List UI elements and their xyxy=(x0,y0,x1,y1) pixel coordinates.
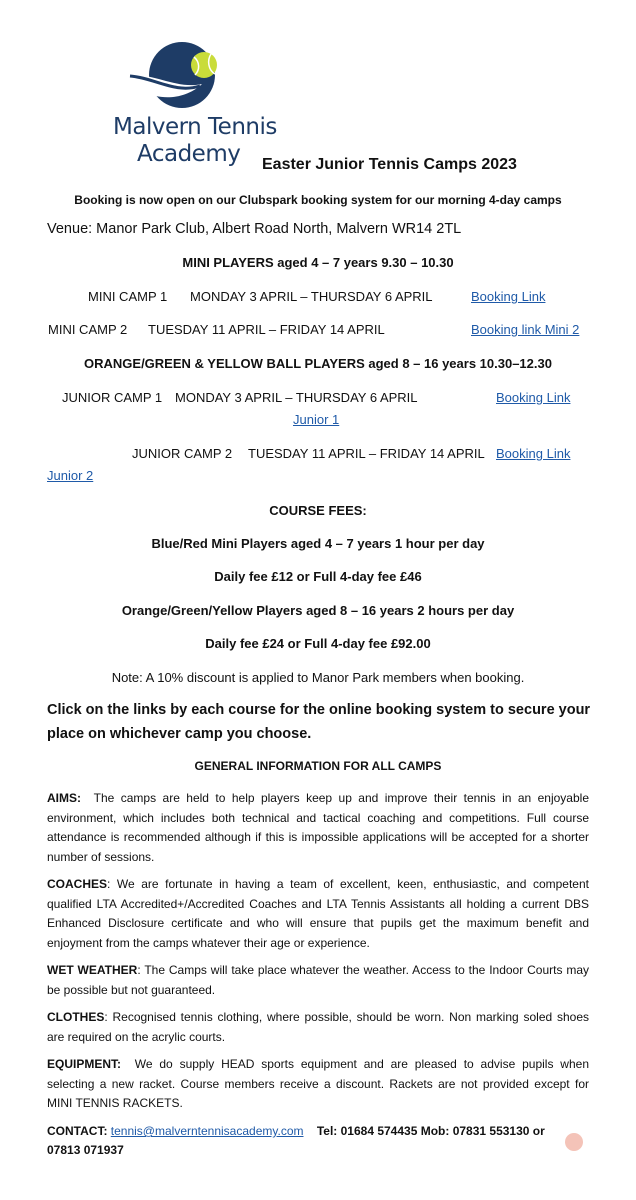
contact-line xyxy=(47,1124,545,1138)
venue: Venue: Manor Park Club, Albert Road North, Malvern WR14 2TL xyxy=(47,221,462,237)
coaches-paragraph xyxy=(47,875,589,953)
logo-line1: Malvern Tennis xyxy=(113,114,277,140)
mini-players-fee: Daily fee £12 or Full 4-day fee £46 xyxy=(214,569,422,584)
page-title: Easter Junior Tennis Camps 2023 xyxy=(262,156,517,173)
mini-camp-1-booking-link[interactable]: Booking Link xyxy=(471,289,546,304)
junior-players-duration: Orange/Green/Yellow Players aged 8 – 16 years 2 hours per day xyxy=(121,603,515,618)
wet-weather-paragraph xyxy=(47,961,589,1000)
junior-camp-1-dates: MONDAY 3 APRIL – THURSDAY 6 APRIL xyxy=(175,390,418,405)
mini-players-heading: MINI PLAYERS aged 4 – 7 years 9.30 – 10.30 xyxy=(182,255,454,270)
contact-phones: Tel: 01684 574435 Mob: 07831 553130 or xyxy=(316,1124,545,1138)
course-fees-heading: COURSE FEES: xyxy=(269,503,367,518)
tennis-ball-swoosh-icon xyxy=(120,40,230,110)
mini-camp-2-dates: TUESDAY 11 APRIL – FRIDAY 14 APRIL xyxy=(148,322,385,337)
aims-label: AIMS: xyxy=(47,791,81,805)
mini-camp-1-dates: MONDAY 3 APRIL – THURSDAY 6 APRIL xyxy=(190,289,433,304)
floating-badge-icon[interactable] xyxy=(565,1133,583,1151)
general-info-heading: GENERAL INFORMATION FOR ALL CAMPS xyxy=(194,759,442,773)
coaches-label: COACHES xyxy=(47,877,108,891)
equipment-label: EQUIPMENT: xyxy=(47,1057,122,1071)
mini-camp-1-name: MINI CAMP 1 xyxy=(88,289,168,304)
junior-camp-1-booking-link-cont[interactable]: Junior 1 xyxy=(293,412,340,427)
mini-camp-2-name: MINI CAMP 2 xyxy=(48,322,128,337)
cta-line-1: Click on the links by each course for the online booking system to secure your xyxy=(47,702,591,718)
junior-camp-2-booking-link-cont[interactable]: Junior 2 xyxy=(47,468,94,483)
logo-line2: Academy xyxy=(137,141,241,167)
junior-camp-2-dates: TUESDAY 11 APRIL – FRIDAY 14 APRIL xyxy=(248,446,485,461)
contact-email-link[interactable]: tennis@malverntennisacademy.com xyxy=(110,1124,304,1138)
junior-camp-2-booking-link[interactable]: Booking Link xyxy=(496,446,571,461)
equipment-text: We do supply HEAD sports equipment and are pleased to advise pupils when selecting a new racket. Course members receive a discount. Rackets are not provided except for MINI TENNIS RACKETS. xyxy=(47,1057,589,1110)
contact-label: CONTACT: xyxy=(47,1124,108,1138)
coaches-text: : We are fortunate in having a team of excellent, keen, enthusiastic, and competent qualified LTA Accredited+/Accredited Coaches and LTA Tennis Assistants all holding a current DBS Enhanced Disclosure certificate and who will ensure that pupils get the maximum benefit and enjoyment from the camps whatever their age or experience. xyxy=(47,877,589,950)
clothes-paragraph xyxy=(47,1008,589,1047)
wet-weather-text: : The Camps will take place whatever the weather. Access to the Indoor Courts may be possible but not guaranteed. xyxy=(47,963,590,997)
orange-green-yellow-heading: ORANGE/GREEN & YELLOW BALL PLAYERS aged 8 – 16 years 10.30–12.30 xyxy=(84,356,552,371)
aims-paragraph xyxy=(47,789,589,867)
cta-line-2: place on whichever camp you choose. xyxy=(47,726,312,742)
wet-weather-label: WET WEATHER xyxy=(47,963,138,977)
junior-camp-1-name: JUNIOR CAMP 1 xyxy=(62,390,163,405)
equipment-paragraph xyxy=(47,1055,589,1114)
junior-camp-1-booking-link[interactable]: Booking Link xyxy=(496,390,571,405)
clothes-text: : Recognised tennis clothing, where possible, should be worn. Non marking soled shoes are required on the acrylic courts. xyxy=(47,1010,589,1044)
contact-phone-2: 07813 071937 xyxy=(47,1143,124,1157)
booking-notice: Booking is now open on our Clubspark booking system for our morning 4-day camps xyxy=(74,193,562,207)
junior-camp-2-name: JUNIOR CAMP 2 xyxy=(132,446,233,461)
aims-text: The camps are held to help players keep up and improve their tennis in an enjoyable environment, which includes both technical and tactical coaching and competitions. Full course attendance is recommended although if this is impossible applications will be accepted for a shorter number of sessions. xyxy=(47,791,589,864)
discount-note: Note: A 10% discount is applied to Manor Park members when booking. xyxy=(111,670,525,685)
mini-players-duration: Blue/Red Mini Players aged 4 – 7 years 1 hour per day xyxy=(151,536,485,551)
clothes-label: CLOTHES xyxy=(47,1010,105,1024)
junior-players-fee: Daily fee £24 or Full 4-day fee £92.00 xyxy=(205,636,431,651)
mini-camp-2-booking-link[interactable]: Booking link Mini 2 xyxy=(471,322,580,337)
